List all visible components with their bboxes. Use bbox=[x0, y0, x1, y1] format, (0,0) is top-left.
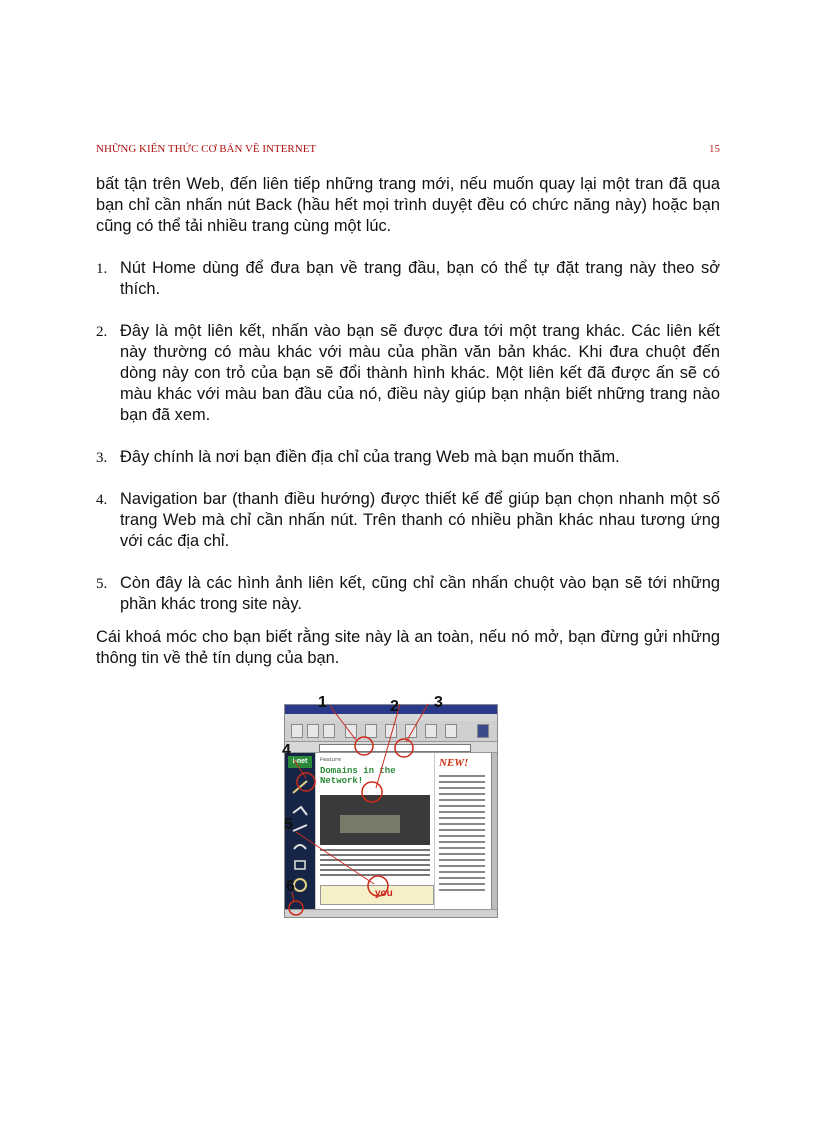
callout-number-2: 2 bbox=[390, 698, 399, 715]
closing-paragraph: Cái khoá móc cho bạn biết rằng site này là an toàn, nếu nó mở, bạn đừng gửi những thông tin về thẻ tín dụng của bạn. bbox=[96, 628, 720, 667]
callout-line-1 bbox=[330, 706, 356, 740]
header-title: NHỮNG KIẾN THỨC CƠ BẢN VỀ INTERNET bbox=[96, 143, 317, 155]
list-item bbox=[96, 489, 720, 552]
callout-number-4: 4 bbox=[282, 742, 291, 759]
callout-number-5: 5 bbox=[284, 816, 293, 833]
browser-screenshot-figure bbox=[278, 696, 500, 922]
intro-paragraph: bất tận trên Web, đến liên tiếp những trang mới, nếu muốn quay lại một tran đã qua bạn chỉ cần nhấn nút Back (hầu hết mọi trình duyệt đều có chức năng này) hoặc bạn cũng có thể tải nhiều trang cùng một lúc. bbox=[96, 175, 720, 235]
callout-circle-5 bbox=[368, 876, 388, 896]
list-item bbox=[96, 447, 720, 468]
list-number: 3. bbox=[96, 450, 108, 466]
list-item bbox=[96, 321, 720, 426]
page-number: 15 bbox=[709, 143, 720, 155]
list-text: Nút Home dùng để đưa bạn về trang đầu, bạn có thể tự đặt trang này theo sở thích. bbox=[120, 259, 720, 298]
list-item bbox=[96, 258, 720, 300]
numbered-list bbox=[96, 258, 720, 636]
callout-circle-4 bbox=[297, 773, 315, 791]
callout-number-1: 1 bbox=[318, 694, 327, 711]
callout-line-2 bbox=[376, 704, 400, 788]
running-header bbox=[96, 143, 720, 159]
callout-circle-1 bbox=[355, 737, 373, 755]
banner-word: you bbox=[375, 888, 393, 899]
list-number: 2. bbox=[96, 324, 108, 340]
callout-circle-6 bbox=[289, 901, 303, 915]
feature-label: Feature bbox=[320, 757, 342, 763]
headline-link: Domains in the Network! bbox=[320, 766, 396, 786]
list-number: 5. bbox=[96, 576, 108, 592]
site-logo: i-net bbox=[288, 756, 312, 768]
list-text: Đây là một liên kết, nhấn vào bạn sẽ được đưa tới một trang khác. Các liên kết này thường có màu khác với màu của phần văn bản khác. Khi đưa chuột đến dòng này con trỏ của bạn sẽ đổi thành hình khác. Một liên kết đã được ấn sẽ có màu khác với màu ban đầu của nó, điều này giúp bạn nhận biết những trang nào bạn đã xem. bbox=[120, 322, 720, 424]
list-number: 1. bbox=[96, 261, 108, 277]
callout-circle-2 bbox=[362, 782, 382, 802]
callout-line-3 bbox=[406, 704, 428, 742]
list-number: 4. bbox=[96, 492, 108, 508]
list-text: Còn đây là các hình ảnh liên kết, cũng chỉ cần nhấn chuột vào bạn sẽ tới những phần khác trong site này. bbox=[120, 574, 720, 613]
list-item bbox=[96, 573, 720, 615]
list-text: Đây chính là nơi bạn điền địa chỉ của trang Web mà bạn muốn thăm. bbox=[120, 448, 620, 466]
list-text: Navigation bar (thanh điều hướng) được thiết kế để giúp bạn chọn nhanh một số trang Web mà chỉ cần nhấn nút. Trên thanh có nhiều phần khác nhau tương ứng với các địa chỉ. bbox=[120, 490, 720, 550]
callout-number-3: 3 bbox=[434, 694, 443, 711]
new-label: NEW! bbox=[439, 757, 469, 769]
callout-overlay bbox=[278, 696, 500, 922]
callout-circle-3 bbox=[395, 739, 413, 757]
callout-line-5 bbox=[296, 832, 374, 884]
callout-number-6: 6 bbox=[286, 878, 295, 895]
